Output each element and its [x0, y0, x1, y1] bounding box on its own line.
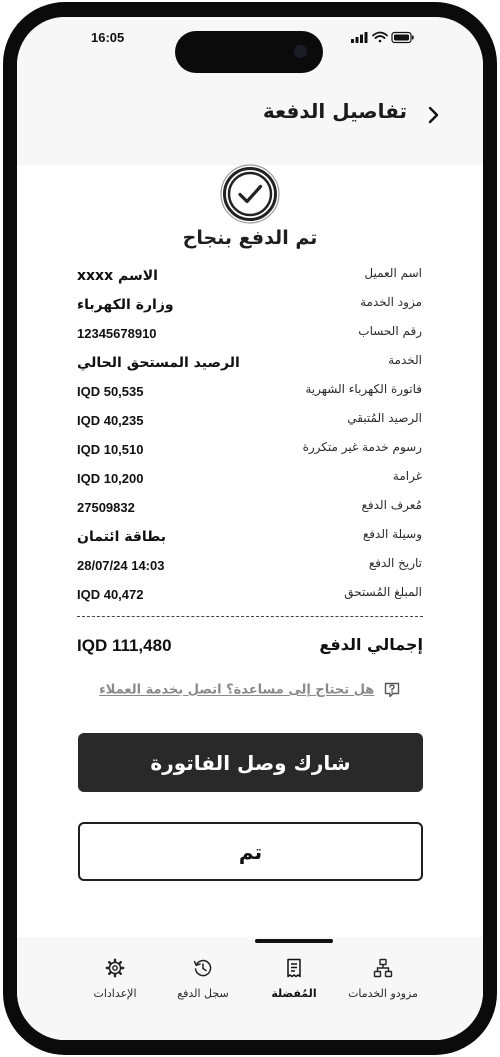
detail-value: IQD 40,235 — [77, 413, 144, 428]
page-title: تفاصيل الدفعة — [262, 99, 407, 123]
detail-value: IQD 10,510 — [77, 442, 144, 457]
camera-icon — [294, 45, 307, 58]
detail-value: بطاقة ائتمان — [77, 529, 167, 545]
signal-icon — [351, 32, 368, 43]
detail-label: رسوم خدمة غير متكررة — [302, 440, 422, 454]
share-receipt-button[interactable]: شارك وصل الفاتورة — [78, 733, 423, 792]
detail-row — [77, 585, 422, 611]
tab-label: مزودو الخدمات — [348, 987, 418, 1000]
success-message: تم الدفع بنجاح — [182, 227, 318, 249]
detail-row — [77, 411, 422, 437]
total-label: إجمالي الدفع — [319, 635, 423, 654]
screen — [17, 17, 483, 1040]
tab-payment-history[interactable] — [153, 958, 253, 1008]
detail-row — [77, 324, 422, 350]
detail-label: مزود الخدمة — [360, 295, 422, 309]
detail-value: 27509832 — [77, 500, 135, 515]
active-tab-indicator — [255, 939, 333, 943]
wifi-icon — [373, 33, 387, 43]
detail-row — [77, 527, 422, 553]
detail-label: المبلغ المُستحق — [344, 585, 422, 599]
back-chevron-icon[interactable] — [421, 103, 445, 127]
receipt-icon — [284, 958, 304, 978]
gear-icon — [105, 958, 125, 978]
total-value: IQD 111,480 — [77, 636, 172, 655]
tab-service-providers[interactable] — [333, 958, 433, 1008]
detail-label: رقم الحساب — [358, 324, 422, 338]
detail-row — [77, 440, 422, 466]
help-link[interactable] — [17, 681, 483, 699]
detail-label: وسيلة الدفع — [362, 527, 422, 541]
detail-row — [77, 556, 422, 582]
success-check-icon — [219, 163, 281, 225]
detail-value: وزارة الكهرباء — [77, 297, 174, 313]
detail-value: 28/07/24 14:03 — [77, 558, 165, 573]
detail-row — [77, 382, 422, 408]
help-text[interactable]: هل تحتاج إلى مساعدة؟ اتصل بخدمة العملاء — [99, 682, 375, 698]
page-header — [17, 79, 483, 165]
done-button[interactable]: تم — [78, 822, 423, 881]
hierarchy-icon — [373, 958, 393, 978]
tab-favorites[interactable] — [244, 958, 344, 1008]
history-icon — [193, 958, 213, 978]
detail-row — [77, 295, 422, 321]
detail-label: مُعرف الدفع — [361, 498, 422, 512]
question-icon — [383, 681, 401, 699]
detail-value: الاسم xxxx — [77, 268, 158, 284]
tab-label: الإعدادات — [93, 987, 137, 1000]
battery-icon — [392, 33, 414, 43]
detail-label: الخدمة — [388, 353, 422, 367]
detail-row — [77, 353, 422, 379]
detail-value: IQD 50,535 — [77, 384, 144, 399]
detail-row — [77, 266, 422, 292]
detail-value: الرصيد المستحق الحالي — [77, 355, 240, 371]
detail-value: IQD 40,472 — [77, 587, 144, 602]
divider — [77, 616, 423, 617]
detail-row — [77, 469, 422, 495]
detail-label: تاريخ الدفع — [368, 556, 422, 570]
detail-value: 12345678910 — [77, 326, 157, 341]
tab-label: سجل الدفع — [177, 987, 229, 1000]
detail-label: الرصيد المُتبقي — [347, 411, 422, 425]
status-time: 16:05 — [91, 30, 125, 45]
detail-label: اسم العميل — [364, 266, 422, 280]
detail-row — [77, 498, 422, 524]
tab-settings[interactable] — [65, 958, 165, 1008]
status-bar — [17, 17, 483, 79]
detail-label: فاتورة الكهرباء الشهرية — [305, 382, 422, 396]
detail-label: غرامة — [392, 469, 422, 483]
detail-value: IQD 10,200 — [77, 471, 144, 486]
status-icons — [350, 30, 414, 44]
dynamic-island — [175, 31, 323, 73]
tab-label: المُفضلة — [271, 987, 317, 1000]
